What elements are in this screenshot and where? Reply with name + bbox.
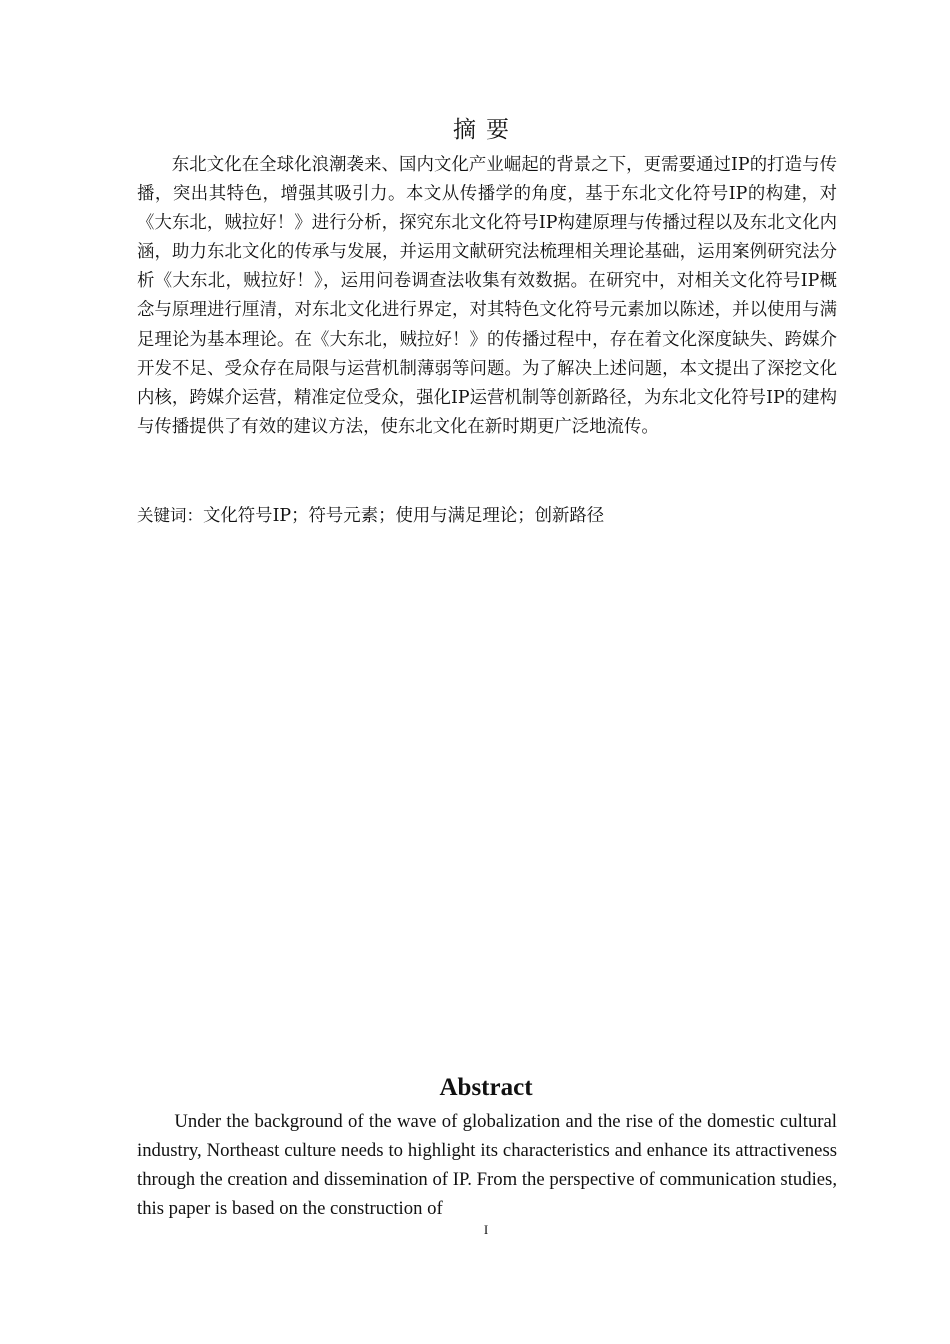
page-number: I bbox=[483, 1222, 489, 1237]
keywords-line bbox=[137, 502, 837, 530]
chinese-abstract-title: 摘要 bbox=[453, 117, 519, 143]
chinese-abstract-body: 东北文化在全球化浪潮袭来、国内文化产业崛起的背景之下，更需要通过IP的打造与传播，突出其特色，增强其吸引力。本文从传播学的角度，基于东北文化符号IP的构建，对《大东北，贼拉好！》进行分析，探究东北文化符号IP构建原理与传播过程以及东北文化内涵，助力东北文化的传承与发展，并运用文献研究法梳理相关理论基础，运用案例研究法分析《大东北，贼拉好！》，运用问卷调查法收集有效数据。在研究中，对相关文化符号IP概念与原理进行厘清，对东北文化进行界定，对其特色文化符号元素加以陈述，并以使用与满足理论为基本理论。在《大东北，贼拉好！》的传播过程中，存在着文化深度缺失、跨媒介开发不足、受众存在局限与运营机制薄弱等问题。为了解决上述问题，本文提出了深挖文化内核，跨媒介运营，精准定位受众，强化IP运营机制等创新路径，为东北文化符号IP的建构与传播提供了有效的建议方法，使东北文化在新时期更广泛地流传。 bbox=[137, 155, 837, 437]
keywords-text: 文化符号IP；符号元素；使用与满足理论；创新路径 bbox=[203, 506, 605, 526]
english-abstract-title: Abstract bbox=[439, 1074, 533, 1101]
english-abstract-body: Under the background of the wave of globalization and the rise of the domestic cultural industry, Northeast culture needs to highlight its characteristics and enhance its attractiveness through the creation and dissemination of IP. From the perspective of communication studies, this paper is based on the construction of bbox=[137, 1111, 837, 1219]
keywords-label: 关键词： bbox=[137, 506, 203, 525]
